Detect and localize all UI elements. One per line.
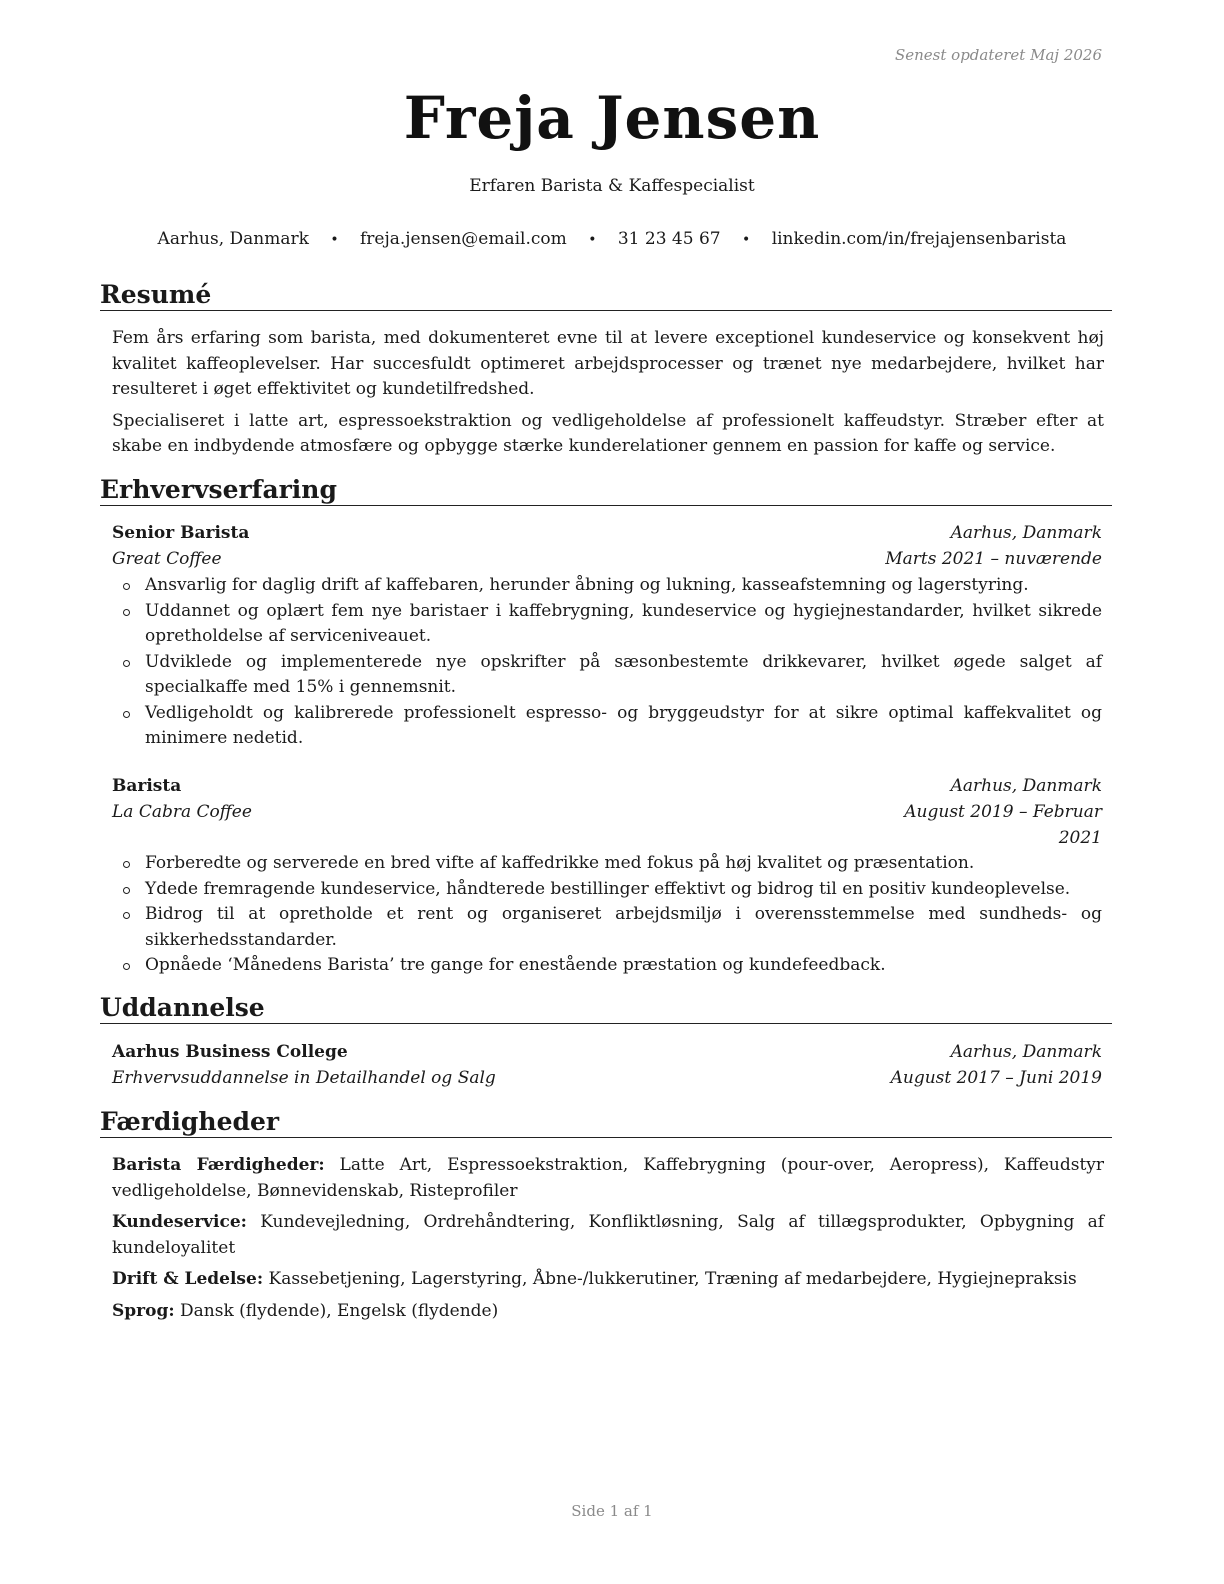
summary-paragraph: Specialiseret i latte art, espressoekstraktion og vedligeholdelse af professionelt kaffeudstyr. Stræber efter at skabe en indbydende atmosfære og opbygge stærke kunderelationer gennem en passion for kaffe og service.	[112, 410, 1104, 456]
job-dates: Marts 2021 – nuværende	[885, 549, 1102, 569]
skill-label: Barista Færdigheder:	[112, 1155, 325, 1175]
contact-phone[interactable]: 31 23 45 67	[617, 229, 721, 249]
skill-value: Latte Art, Espressoekstraktion, Kaffebrygning (pour-over, Aeropress), Kaffeudstyr vedligeholdelse, Bønnevidenskab, Risteprofiler	[112, 1155, 1105, 1201]
section-title-education: Uddannelse	[100, 993, 1112, 1024]
separator-bullet: •	[588, 232, 597, 248]
list-item: Vedligeholdt og kalibrerede professionelt espresso- og bryggeudstyr for at sikre optimal kaffekvalitet og minimere nedetid.	[112, 701, 1102, 752]
candidate-title: Erfaren Barista & Kaffespecialist	[469, 176, 755, 196]
contact-location: Aarhus, Danmark	[157, 229, 309, 249]
skill-entry	[112, 1267, 1104, 1293]
contact-linkedin[interactable]: linkedin.com/in/frejajensenbarista	[771, 229, 1067, 249]
skills-list	[112, 1153, 1104, 1330]
skill-entry	[112, 1153, 1104, 1204]
skill-entry	[112, 1210, 1104, 1261]
contact-line	[0, 229, 1224, 249]
summary-text	[112, 326, 1104, 466]
degree: Erhvervsuddannelse in Detailhandel og Salg	[112, 1068, 496, 1088]
page-number: Side 1 af 1	[571, 1502, 653, 1520]
list-item: Opnåede ‘Månedens Barista’ tre gange for enestående præstation og kundefeedback.	[112, 953, 1102, 979]
skill-label: Drift & Ledelse:	[112, 1269, 264, 1289]
skill-entry	[112, 1299, 1104, 1325]
school-location: Aarhus, Danmark	[950, 1042, 1102, 1062]
skill-label: Sprog:	[112, 1300, 175, 1321]
separator-bullet: •	[330, 232, 339, 248]
list-item: Bidrog til at opretholde et rent og organiseret arbejdsmiljø i overensstemmelse med sundheds- og sikkerhedsstandarder.	[112, 902, 1102, 953]
skill-value: Dansk (flydende), Engelsk (flydende)	[180, 1300, 499, 1321]
education-header	[112, 1040, 1102, 1066]
job-location: Aarhus, Danmark	[950, 776, 1102, 796]
contact-email[interactable]: freja.jensen@email.com	[360, 229, 567, 249]
candidate-name: Freja Jensen	[403, 84, 821, 152]
job-header	[112, 521, 1102, 547]
section-title-experience: Erhvervserfaring	[100, 475, 1112, 506]
job-company: Great Coffee	[112, 549, 222, 569]
list-item: Ydede fremragende kundeservice, håndterede bestillinger effektivt og bidrog til en positiv kundeoplevelse.	[112, 877, 1102, 903]
section-title-summary: Resumé	[100, 280, 1112, 311]
job-bullets	[112, 851, 1102, 979]
job-company: La Cabra Coffee	[112, 802, 252, 822]
job-location: Aarhus, Danmark	[950, 523, 1102, 543]
skill-value: Kassebetjening, Lagerstyring, Åbne-/lukkerutiner, Træning af medarbejdere, Hygiejnepraksis	[268, 1269, 1077, 1289]
skill-value: Kundevejledning, Ordrehåndtering, Konfliktløsning, Salg af tillægsprodukter, Opbygning af kundeloyalitet	[112, 1212, 1104, 1258]
skill-label: Kundeservice:	[112, 1212, 247, 1232]
list-item: Uddannet og oplært fem nye baristaer i kaffebrygning, kundeservice og hygiejnestandarder, hvilket sikrede opretholdelse af serviceniveauet.	[112, 599, 1102, 650]
school-name: Aarhus Business College	[112, 1042, 348, 1062]
job-title: Senior Barista	[112, 523, 250, 543]
job-bullets	[112, 573, 1102, 752]
job-dates: August 2019 – Februar 2021	[904, 802, 1102, 848]
last-updated: Senest opdateret Maj 2026	[894, 46, 1102, 64]
job-title: Barista	[112, 776, 182, 796]
job-header	[112, 774, 1102, 800]
list-item: Forberedte og serverede en bred vifte af kaffedrikke med fokus på høj kvalitet og præsentation.	[112, 851, 1102, 877]
summary-paragraph: Fem års erfaring som barista, med dokumenteret evne til at levere exceptionel kundeservice og konsekvent høj kvalitet kaffeoplevelser. Har succesfuldt optimeret arbejdsprocesser og trænet nye medarbejdere, hvilket har resulteret i øget effektivitet og kundetilfredshed.	[112, 328, 1104, 399]
section-title-skills: Færdigheder	[100, 1107, 1112, 1138]
separator-bullet: •	[742, 232, 751, 248]
list-item: Udviklede og implementerede nye opskrifter på sæsonbestemte drikkevarer, hvilket øgede salget af specialkaffe med 15% i gennemsnit.	[112, 650, 1102, 701]
education-dates: August 2017 – Juni 2019	[890, 1068, 1102, 1088]
job-subheader	[112, 547, 1102, 573]
list-item: Ansvarlig for daglig drift af kaffebaren, herunder åbning og lukning, kasseafstemning og lagerstyring.	[112, 573, 1102, 599]
job-subheader	[112, 800, 1102, 851]
education-subheader	[112, 1066, 1102, 1092]
